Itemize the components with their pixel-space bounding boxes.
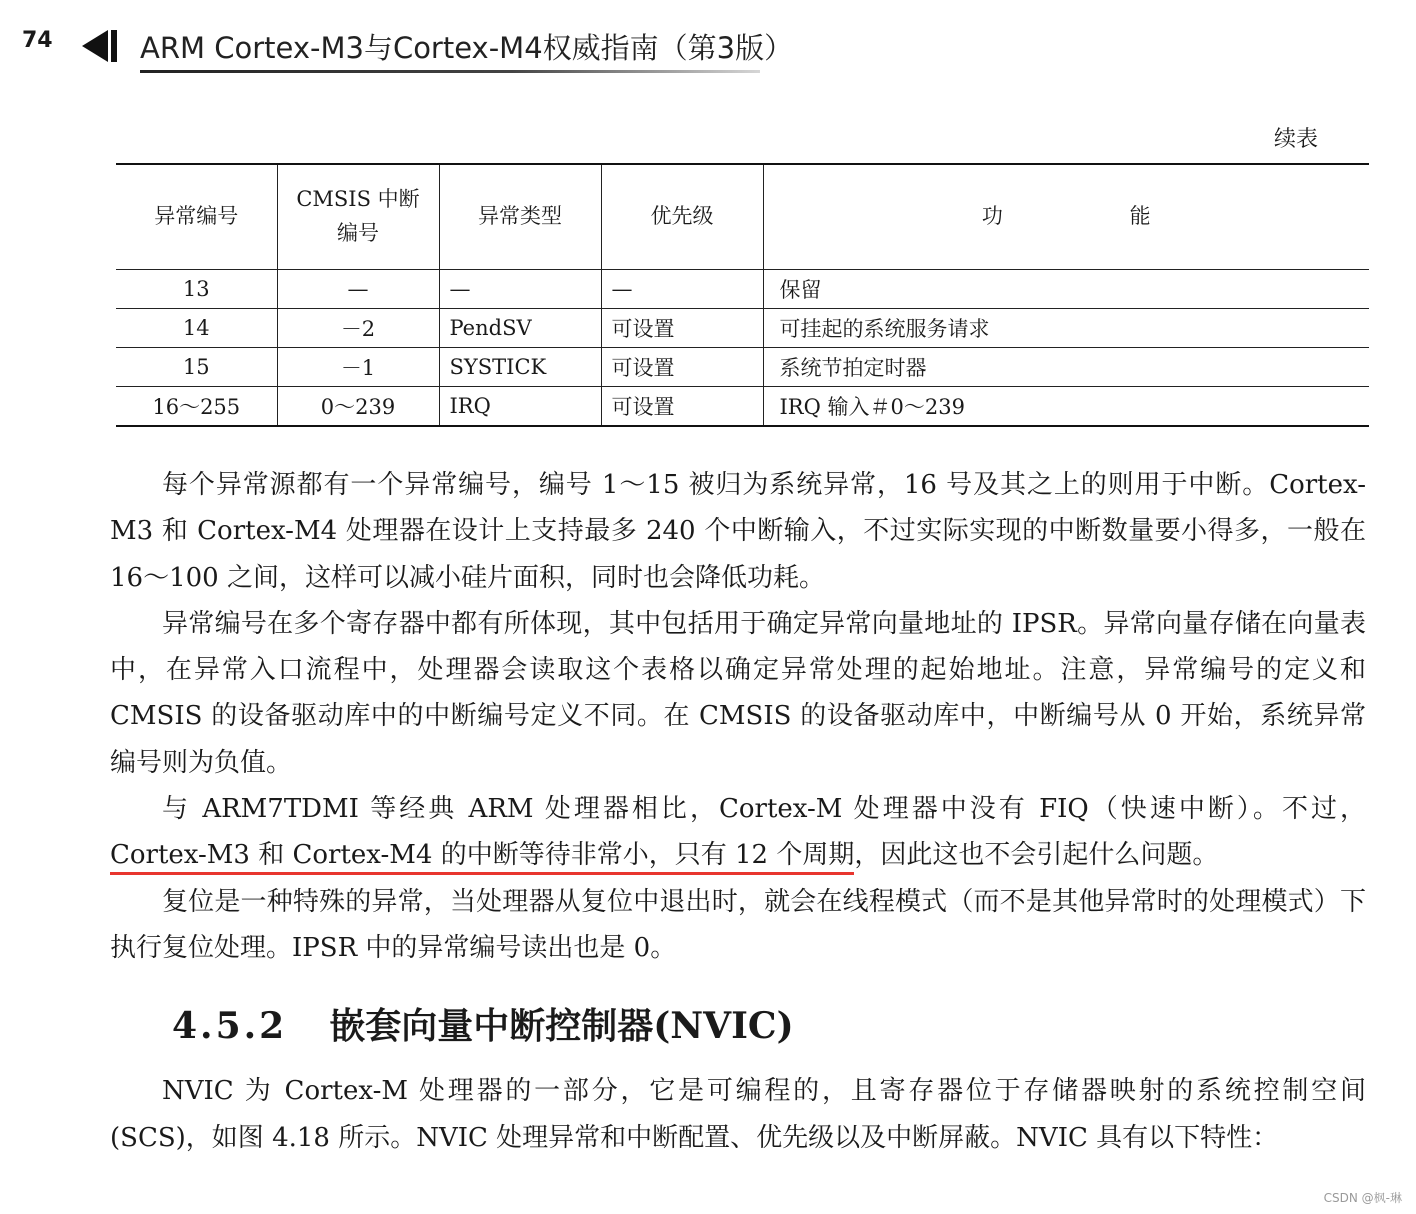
table-cell: — bbox=[601, 270, 763, 309]
table-cell: 可挂起的系统服务请求 bbox=[763, 309, 1369, 348]
section-heading bbox=[172, 998, 794, 1049]
watermark: CSDN @枫-琳 bbox=[1323, 1191, 1402, 1205]
body-text-section bbox=[110, 1068, 1366, 1161]
table-cell: IRQ 输入＃0～239 bbox=[763, 387, 1369, 426]
column-header: 优先级 bbox=[601, 164, 763, 270]
paragraph: NVIC 为 Cortex-M 处理器的一部分，它是可编程的，且寄存器位于存储器映射的系统控制空间(SCS)，如图 4.18 所示。NVIC 处理异常和中断配置、优先级以及中断屏蔽。NVIC 具有以下特性： bbox=[110, 1076, 1366, 1153]
table-cell: 可设置 bbox=[601, 309, 763, 348]
table-cell: 系统节拍定时器 bbox=[763, 348, 1369, 387]
body-text bbox=[110, 462, 1366, 971]
section-title: 嵌套向量中断控制器(NVIC) bbox=[329, 1005, 794, 1047]
table-row bbox=[116, 309, 1369, 348]
column-header: 功 能 bbox=[763, 164, 1369, 270]
table-cell: — bbox=[277, 270, 439, 309]
paragraph-text: 与 ARM7TDMI 等经典 ARM 处理器相比，Cortex-M 处理器中没有 FIQ（快速中断）。不过， bbox=[162, 794, 1366, 825]
table-cell: 0～239 bbox=[277, 387, 439, 426]
page-number: 74 bbox=[22, 28, 53, 53]
paragraph: 每个异常源都有一个异常编号，编号 1～15 被归为系统异常，16 号及其之上的则用于中断。Cortex-M3 和 Cortex-M4 处理器在设计上支持最多 240 个中断输入，不过实际实现的中断数量要小得多，一般在 16～100 之间，这样可以减小硅片面积，同时也会降低功耗。 bbox=[110, 470, 1366, 593]
table-row bbox=[116, 270, 1369, 309]
table-cell: SYSTICK bbox=[439, 348, 601, 387]
column-header: CMSIS 中断编号 bbox=[277, 164, 439, 270]
paragraph: 异常编号在多个寄存器中都有所体现，其中包括用于确定异常向量地址的 IPSR。异常向量存储在向量表中，在异常入口流程中，处理器会读取这个表格以确定异常处理的起始地址。注意，异常编号的定义和 CMSIS 的设备驱动库中的中断编号定义不同。在 CMSIS 的设备驱动库中，中断编号从 0 开始，系统异常编号则为负值。 bbox=[110, 608, 1366, 778]
paragraph bbox=[110, 786, 1366, 879]
table-cell: PendSV bbox=[439, 309, 601, 348]
table-cell: 13 bbox=[182, 277, 210, 301]
section-number: 4.5.2 bbox=[172, 1005, 288, 1047]
exception-table bbox=[116, 163, 1369, 427]
table-cell: －1 bbox=[277, 348, 439, 387]
table-cell: 可设置 bbox=[601, 387, 763, 426]
table-cell: －2 bbox=[277, 309, 439, 348]
table-cell: 15 bbox=[182, 355, 210, 379]
left-arrow-icon bbox=[82, 28, 118, 64]
highlighted-sentence: Cortex-M3 和 Cortex-M4 的中断等待非常小，只有 12 个周期 bbox=[110, 840, 854, 875]
page-header bbox=[22, 24, 842, 74]
column-header: 异常类型 bbox=[439, 164, 601, 270]
paragraph-text: ，因此这也不会引起什么问题。 bbox=[854, 840, 1219, 871]
table-cell: 可设置 bbox=[601, 348, 763, 387]
header-rule bbox=[140, 70, 760, 73]
table-cell: 保留 bbox=[763, 270, 1369, 309]
table-cell: 16～255 bbox=[152, 394, 241, 419]
table-cell: IRQ bbox=[439, 387, 601, 426]
column-header: 异常编号 bbox=[154, 204, 239, 229]
table-row bbox=[116, 387, 1369, 426]
paragraph: 复位是一种特殊的异常，当处理器从复位中退出时，就会在线程模式（而不是其他异常时的处理模式）下执行复位处理。IPSR 中的异常编号读出也是 0。 bbox=[110, 886, 1366, 963]
continued-label: 续表 bbox=[1273, 127, 1318, 152]
table-cell: 14 bbox=[182, 316, 210, 340]
table-cell: — bbox=[439, 270, 601, 309]
table-header-row bbox=[116, 164, 1369, 270]
table-row bbox=[116, 348, 1369, 387]
book-title: ARM Cortex-M3与Cortex-M4权威指南（第3版） bbox=[140, 31, 794, 65]
